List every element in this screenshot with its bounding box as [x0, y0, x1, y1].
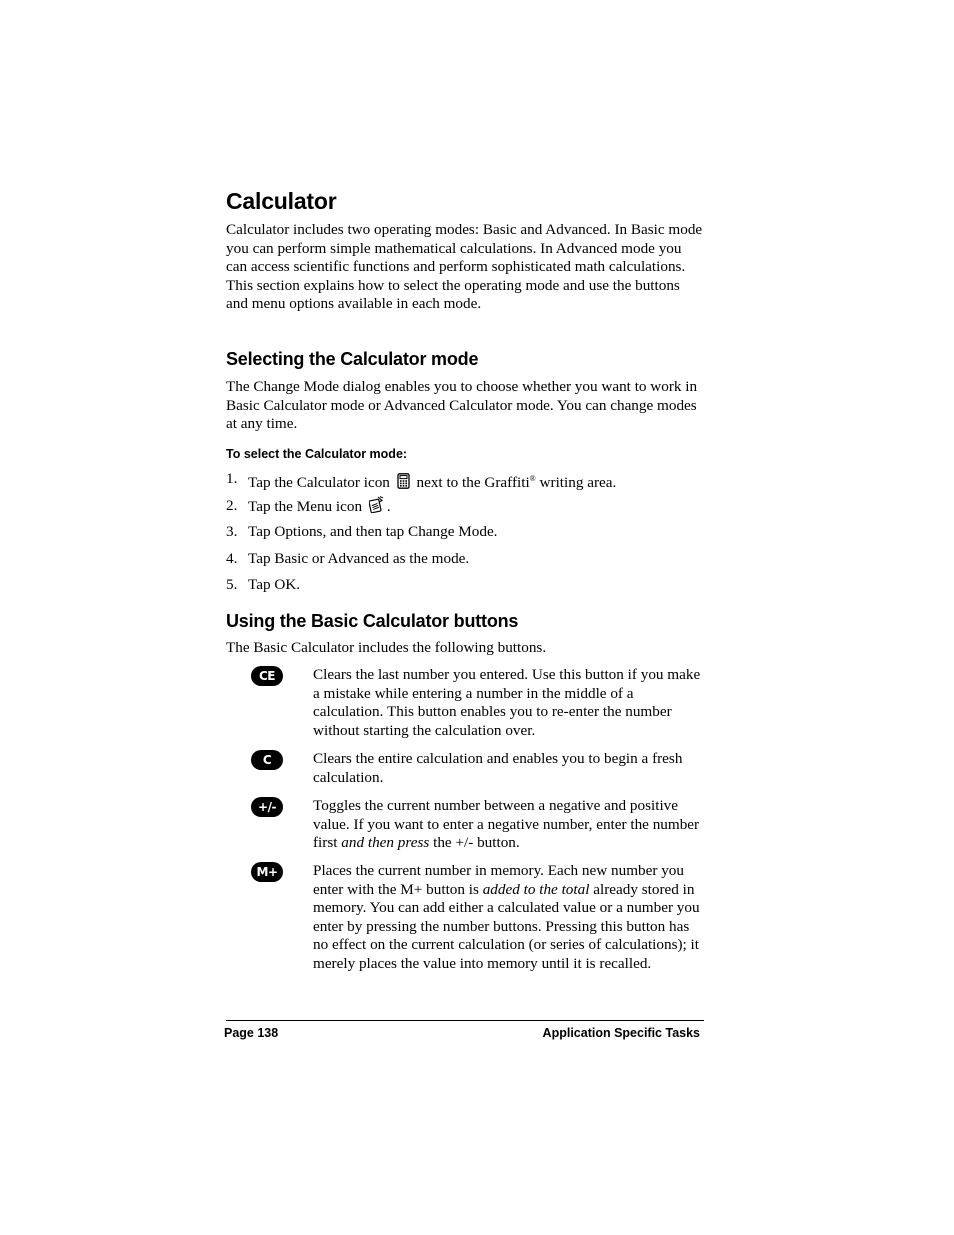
chapter-title: Application Specific Tasks [542, 1026, 700, 1040]
page-number: Page 138 [224, 1026, 279, 1040]
ce-description: Clears the last number you entered. Use this button if you make a mistake while entering a number in the middle of a calculation. This button enables you to re-enter the number without starting the calculation over. [313, 666, 701, 739]
m-plus-button-icon: M+ [251, 862, 283, 882]
menu-icon [369, 496, 384, 519]
intro-paragraph: Calculator includes two operating modes: Basic and Advanced. In Basic mode you can perform simple mathematical calculations. In Advanced mode you can access scientific functions and perform sophisticated math calculations. This section explains how to select the operating mode and use the buttons and menu options available in each mode. [226, 221, 703, 313]
footer-rule [226, 1020, 704, 1021]
plus-minus-description: Toggles the current number between a negative and positive value. If you want to enter a negative number, enter the number first and then press the +/- button. [313, 797, 700, 852]
plus-minus-button-icon: +/- [251, 797, 283, 817]
list-item: 4. Tap Basic or Advanced as the mode. [226, 549, 470, 567]
basic-buttons-paragraph: The Basic Calculator includes the following buttons. [226, 639, 547, 656]
procedure-title: To select the Calculator mode: [226, 447, 408, 461]
list-item: 1. Tap the Calculator icon next to the Graffiti® writing area. [226, 469, 704, 496]
ce-button-icon: CE [251, 666, 283, 686]
list-item: 2. Tap the Menu icon . [226, 496, 704, 523]
c-button-icon: C [251, 750, 283, 770]
page-title: Calculator [226, 188, 337, 214]
section-heading-basic-buttons: Using the Basic Calculator buttons [226, 611, 519, 631]
list-item: 3. Tap Options, and then tap Change Mode. [226, 523, 498, 540]
calculator-icon [397, 473, 410, 495]
steps-list [226, 469, 704, 602]
selecting-mode-paragraph: The Change Mode dialog enables you to choose whether you want to work in Basic Calculator mode or Advanced Calculator mode. You can change modes at any time. [226, 378, 698, 433]
c-description: Clears the entire calculation and enables you to begin a fresh calculation. [313, 750, 683, 786]
section-heading-selecting-mode: Selecting the Calculator mode [226, 349, 479, 369]
m-plus-description: Places the current number in memory. Each new number you enter with the M+ button is added to the total already stored in memory. You can add either a calculated value or a number you enter by pressing the number buttons. Pressing this button has no effect on the current calculation (or series of calculations); it merely places the value into memory until it is recalled. [313, 862, 700, 972]
list-item: 5. Tap OK. [226, 576, 301, 593]
